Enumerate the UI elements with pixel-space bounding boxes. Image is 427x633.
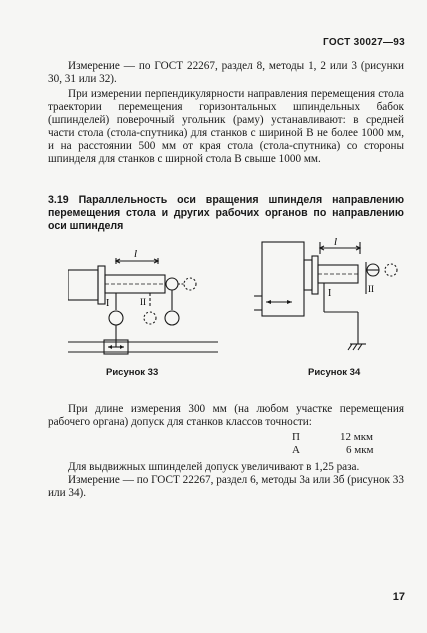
measurement-paragraph-1: Измерение — по ГОСТ 22267, раздел 8, методы 1, 2 или 3 (рисунки 30, 31 или 32). <box>48 60 404 85</box>
tolerance-value-P: 12 мкм <box>340 431 374 443</box>
figure-33-drawing <box>68 244 218 364</box>
fig34-label-I: I <box>328 288 332 299</box>
tolerance-intro: При длине измерения 300 мм (на любом участке перемещения рабочего органа) допуск для станков классов точности: <box>48 403 404 428</box>
fig33-label-I: I <box>106 298 110 309</box>
figure-34-caption: Рисунок 34 <box>308 367 361 378</box>
measurement-paragraph-2: Измерение — по ГОСТ 22267, раздел 6, методы 3а или 3б (рисунок 33 или 34). <box>48 474 404 499</box>
fig33-label-II: II <box>140 297 146 307</box>
figure-34-drawing <box>254 234 404 364</box>
section-number: 3.19 <box>48 194 69 206</box>
tolerance-value-A: 6 мкм <box>346 444 374 456</box>
fig34-length-label: l <box>334 236 338 248</box>
figure-33-caption: Рисунок 33 <box>106 367 159 378</box>
retractable-spindle-paragraph: Для выдвижных шпинделей допуск увеличивают в 1,25 раза. <box>68 461 360 473</box>
page-number: 17 <box>392 591 405 603</box>
fig34-label-II: II <box>368 284 374 294</box>
section-heading <box>48 194 404 234</box>
document-code: ГОСТ 30027—93 <box>322 37 405 48</box>
tolerance-class-P: П <box>292 431 300 443</box>
fig33-length-label: l <box>134 248 138 260</box>
tolerance-class-A: А <box>292 444 300 456</box>
section-title: Параллельность оси вращения шпинделя направлению перемещения стола и других рабочих органов по направлению оси шпинделя <box>48 194 404 233</box>
perpendicularity-paragraph: При измерении перпендикулярности направления перемещения стола траектории перемещения горизонтальных шпиндельных бабок (шпинделей) поверочный угольник (раму) устанавливают: в средней части стола (стола-спутника) для станков с шириной B не более 1000 мм, и на расстоянии 500 мм от края стола (стола-спутника) со стороны шпинделя для станков с ширной стола B свыше 1000 мм. <box>48 88 404 165</box>
